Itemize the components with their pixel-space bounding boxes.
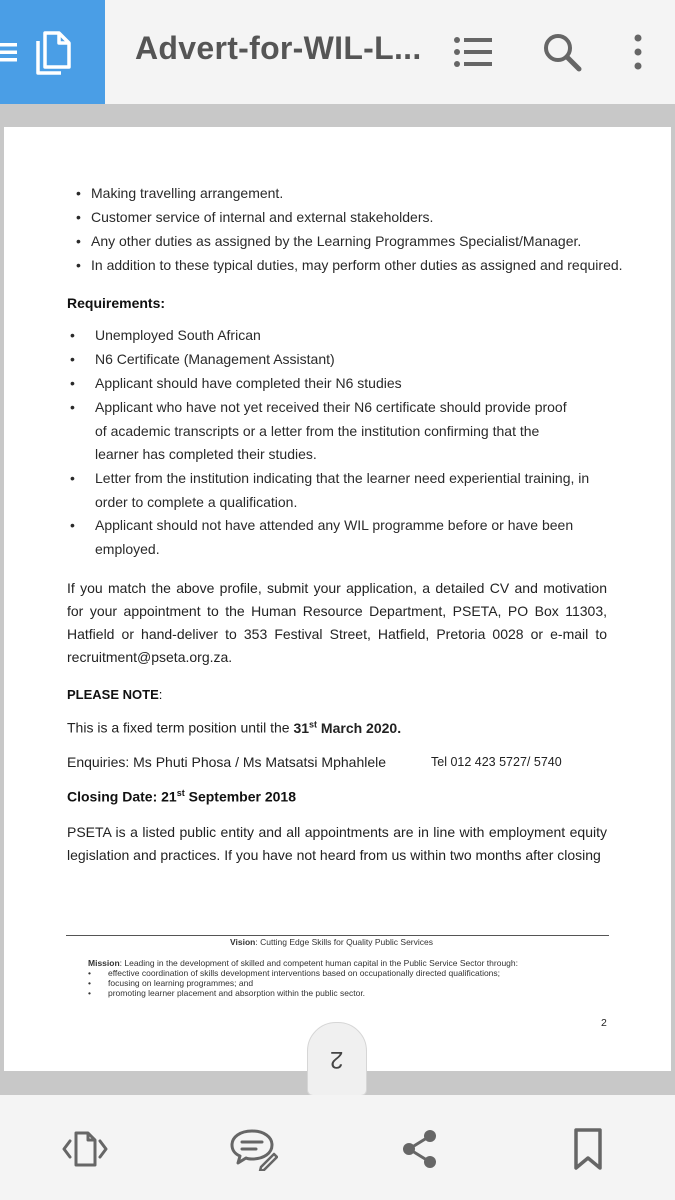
list-item: • Letter from the institution indicating that the learner need experiential training, in order to complete a qualification. [70,470,590,510]
document-icon [32,29,74,75]
menu-icon [0,41,18,63]
please-note-label: PLEASE NOTE: [67,687,163,702]
list-item: • Applicant should have completed their N6 studies [70,375,402,391]
mission-text: Mission: Leading in the development of skilled and competent human capital in the Public Service Sector through: [88,958,518,968]
page-navigation-button[interactable] [55,1119,115,1179]
document-title: Advert-for-WIL-L... [135,30,422,66]
list-item: • Applicant should not have attended any WIL programme before or have been employed. [70,517,574,557]
home-button[interactable] [0,0,105,104]
list-item: • focusing on learning programmes; and [88,978,254,988]
enquiries-text: Enquiries: Ms Phuti Phosa / Ms Matsatsi Mphahlele [67,754,387,770]
comment-button[interactable] [223,1119,283,1179]
closing-date: Closing Date: 21st September 2018 [67,788,297,805]
application-paragraph: If you match the above profile, submit your application, a detailed CV and motivation for your appointment to the Human Resource Department, PSETA, PO Box 11303, Hatfield or hand-deliver to 353 Festival Street, Hatfield, Pretoria 0028 or e-mail to recruitment@pseta.org.za. [67,580,607,665]
bookmark-button[interactable] [558,1119,618,1179]
page-indicator[interactable] [307,1022,367,1096]
list-icon [453,35,493,69]
list-item: • promoting learner placement and absorption within the public sector. [88,988,366,998]
share-button[interactable] [390,1119,450,1179]
page-nav-icon [61,1127,109,1171]
outline-button[interactable] [449,28,497,76]
share-icon [400,1128,440,1170]
document-content: • Making travelling arrangement. • Customer service of internal and external stakeholders. • Any other duties as assigned by the Learning Programmes Specialist/Manager. • In addition to these typical duties, may perform other duties as assigned and required. Requirements: • Unemployed South African • N6 Certificate (Management Assistant) • Applicant should have completed their N6 studies • Applicant who have not yet received their N6 certificate should provide proof of academic transcripts or a letter from the institution confirming that the learner has completed their studies. • Letter from the institution indicating that the learner need experiential training, in order to complete a qualification. • Applicant should not have attended any WIL programme before or have been employed. If you match the above profile, submit your application, a detailed CV and motivation for your appointment to the Human Resource Department, PSETA, PO Box 11303, Hatfield or hand-deliver to 353 Festival Street, Hatfield, Pretoria 0028 or e-mail to recruitment@pseta.org.za. PLEASE NOTE: This is a fixed term position until the 31st March 2020. Enquiries: Ms Phuti Phosa / Ms Matsatsi Mphahlele Tel 012 423 5727/ 5740 Closing Date: 21st September 2018 PSETA is a listed public entity and all appointments are in line with employment equity legislation and practices. If you have not heard from us within two months after closing Vision: Cutting Edge Skills for Quality Public Services Mission: Leading in the development of skilled and competent human capital in the Public Service Sector through: • effective coordination of skills development interventions based on occupationally directed qualifications; • focusing on learning programmes; and • promoting learner placement and absorption within the public sector. 2 [67,185,623,1029]
page-indicator-number: 2 [330,1046,344,1073]
bookmark-icon [572,1127,604,1171]
search-icon [542,32,582,72]
more-options-button[interactable] [614,28,662,76]
list-item: • N6 Certificate (Management Assistant) [70,351,335,367]
search-button[interactable] [538,28,586,76]
top-app-bar [0,0,675,104]
document-page[interactable] [4,127,671,1071]
equity-paragraph: PSETA is a listed public entity and all appointments are in line with employment equity legislation and practices. If you have not heard from us within two months after closing [67,824,607,863]
bottom-toolbar [0,1095,675,1200]
fixed-term-text: This is a fixed term position until the 31st March 2020. [67,719,402,736]
vision-text: Vision: Cutting Edge Skills for Quality Public Services [230,937,433,947]
footer-divider [66,935,609,936]
requirements-heading: Requirements: [67,295,166,311]
tel-text: Tel 012 423 5727/ 5740 [431,755,562,769]
more-vert-icon [633,34,643,70]
page-number: 2 [601,1017,607,1029]
comment-edit-icon [228,1127,278,1171]
list-item: • Applicant who have not yet received their N6 certificate should provide proof of academic transcripts or a letter from the institution confirming that the learner has completed their studies. [70,399,567,462]
list-item: • Unemployed South African [70,327,261,343]
list-item: • effective coordination of skills development interventions based on occupationally directed qualifications; [88,968,501,978]
